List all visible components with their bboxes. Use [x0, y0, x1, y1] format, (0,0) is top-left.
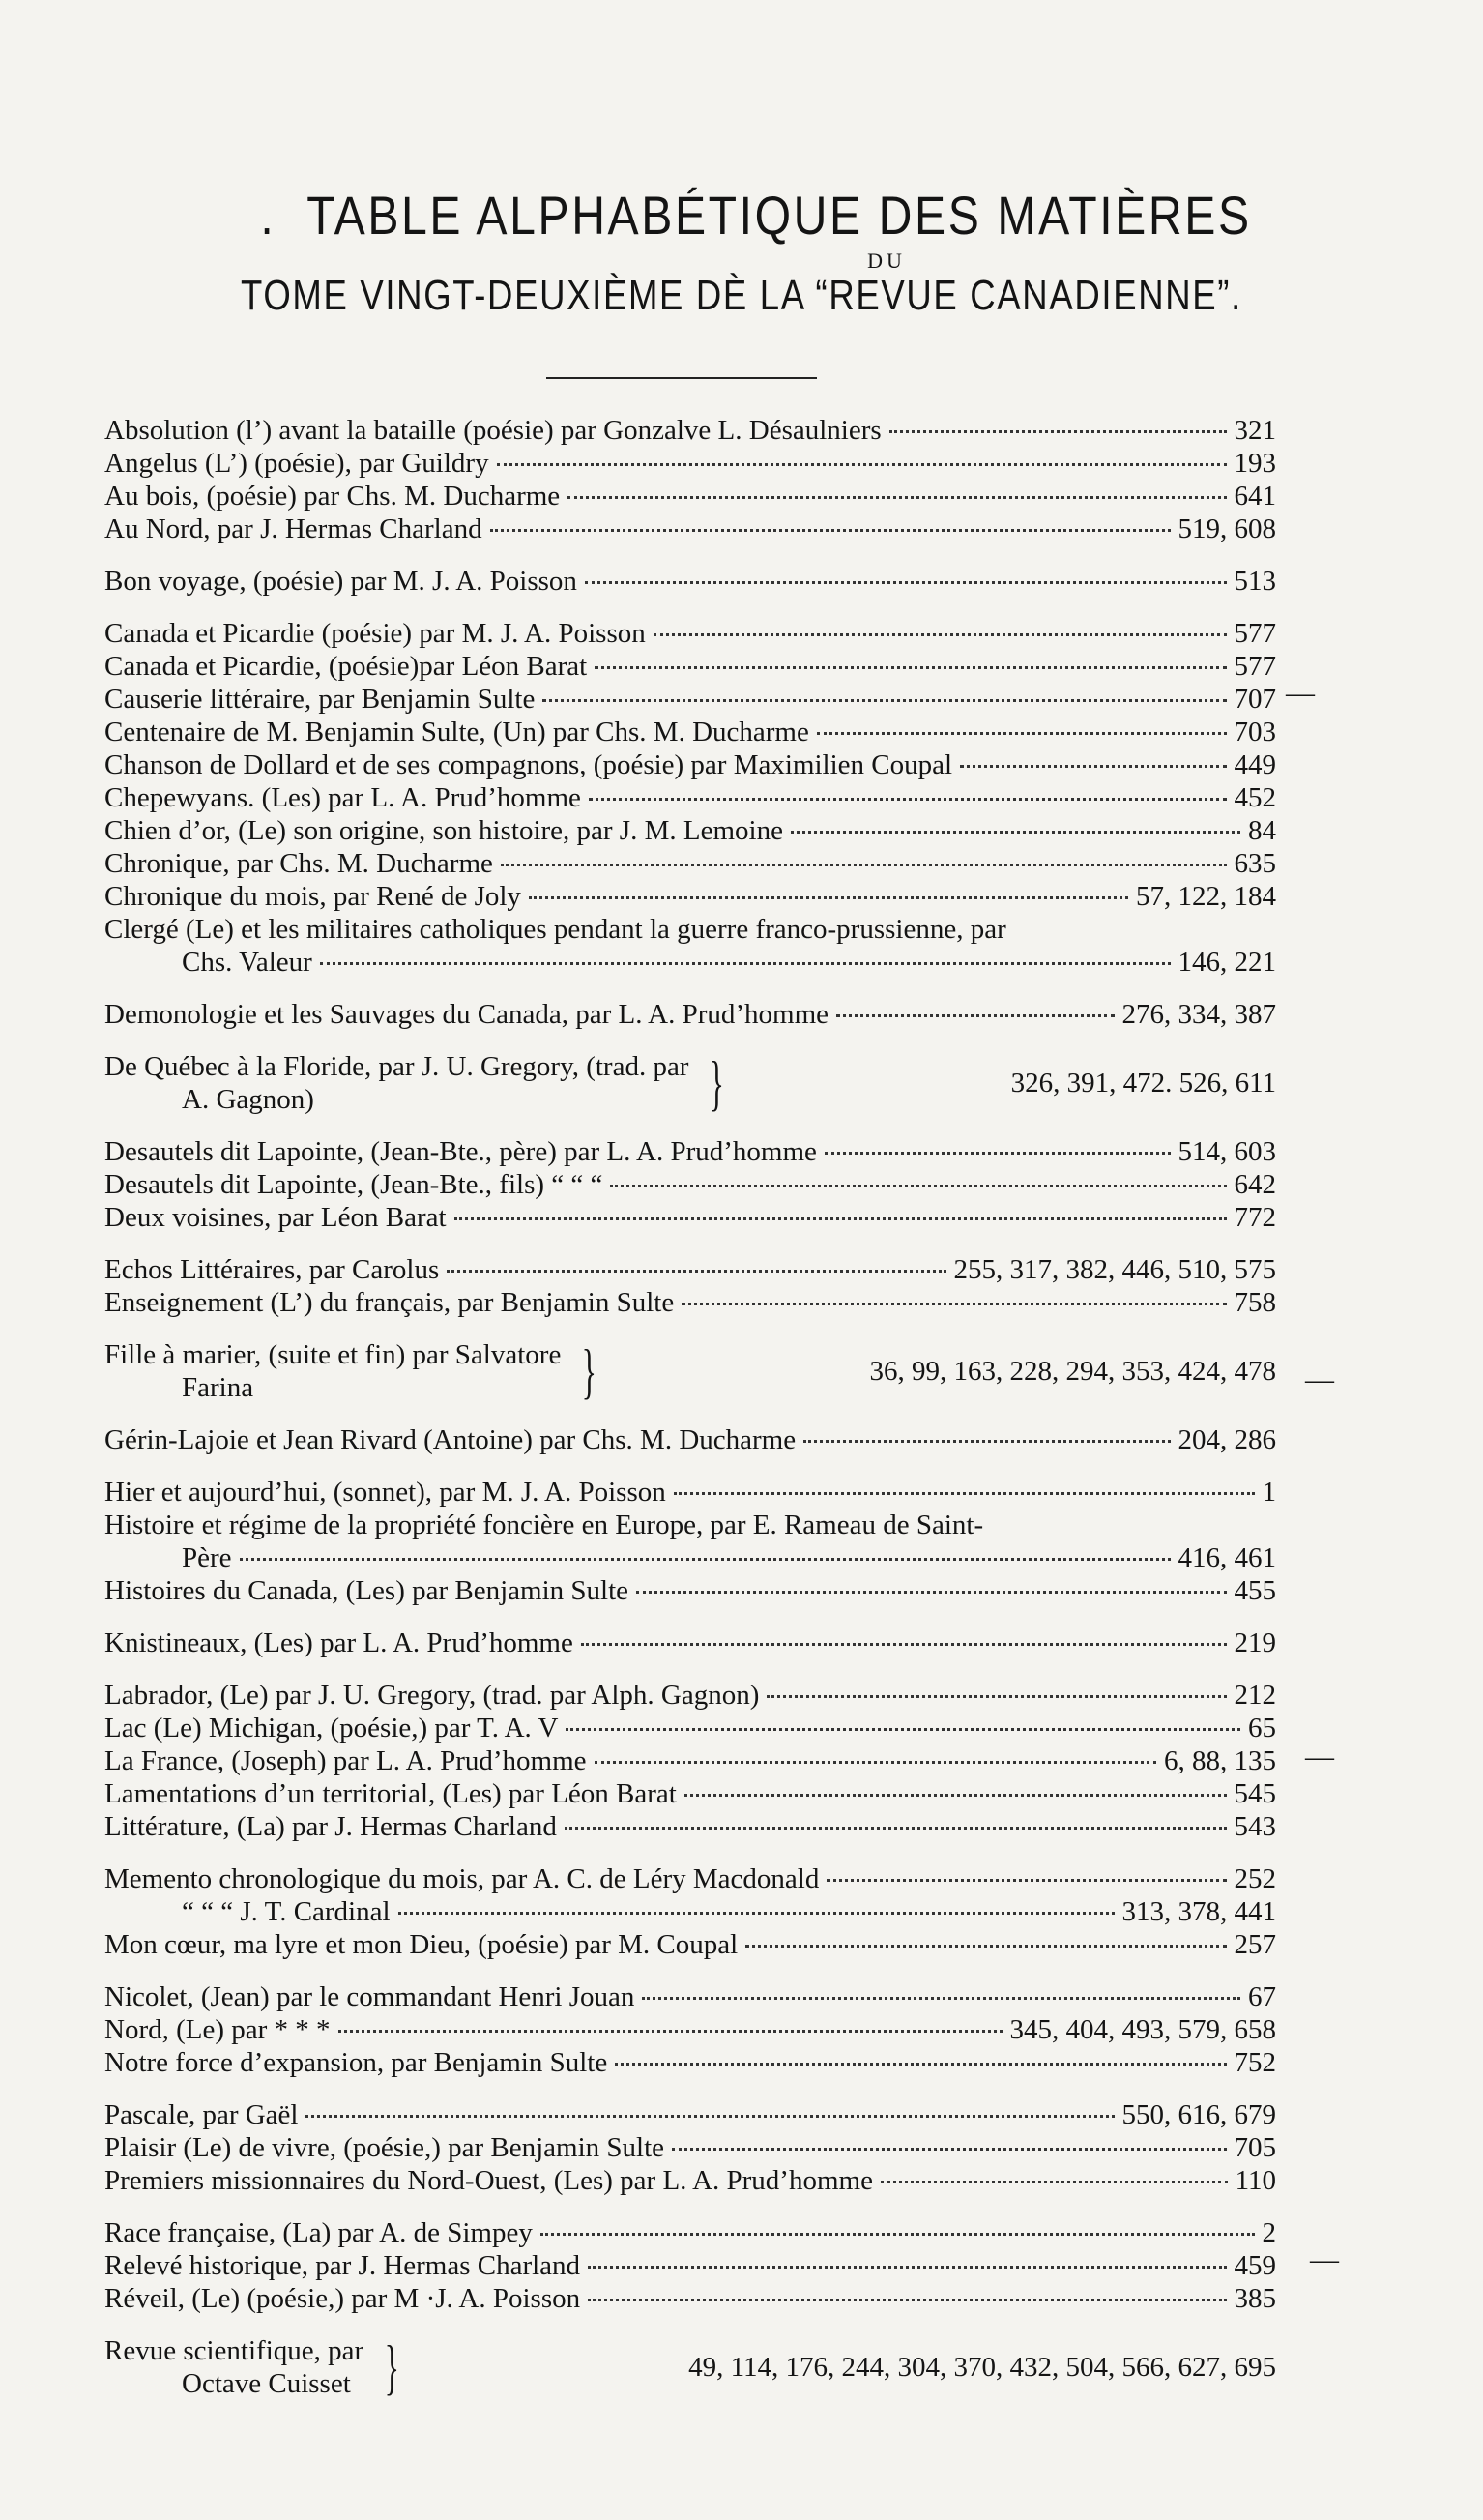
- toc-entry-title: Chs. Valeur: [182, 947, 312, 978]
- toc-entry-title: Octave Cuisset: [182, 2368, 351, 2399]
- toc-entry-pages: 49, 114, 176, 244, 304, 370, 432, 504, 566, 627, 695: [688, 2351, 1276, 2383]
- title-prefix: .: [260, 185, 276, 246]
- toc-entry-title: Fille à marier, (suite et fin) par Salvatore: [104, 1339, 562, 1370]
- toc-entry-title: Plaisir (Le) de vivre, (poésie,) par Benjamin Sulte: [104, 2132, 665, 2163]
- toc-entry-pages: 545: [1234, 1778, 1276, 1809]
- toc-entry-title: “ “ “ J. T. Cardinal: [182, 1896, 391, 1927]
- dot-leader: [803, 1440, 1170, 1443]
- toc-entry: [104, 650, 1276, 683]
- toc-entry-title: Desautels dit Lapointe, (Jean-Bte., père) par L. A. Prud’homme: [104, 1136, 817, 1167]
- dot-leader: [827, 1879, 1226, 1882]
- toc-entry-pages: 452: [1234, 782, 1276, 813]
- dot-leader: [585, 581, 1227, 584]
- toc-entry-title: Hier et aujourd’hui, (sonnet), par M. J. A. Poisson: [104, 1477, 666, 1508]
- toc-entry-title: Nord, (Le) par * * *: [104, 2014, 331, 2045]
- toc-entry: [104, 2164, 1276, 2197]
- toc-entry-pages: 36, 99, 163, 228, 294, 353, 424, 478: [869, 1355, 1276, 1387]
- toc-entry-pages: 252: [1234, 1863, 1276, 1894]
- toc-entry-title: Chepewyans. (Les) par L. A. Prud’homme: [104, 782, 581, 813]
- toc-entry: [104, 716, 1276, 748]
- toc-entry-pages: 146, 221: [1178, 947, 1276, 978]
- toc-group: [104, 2334, 1276, 2400]
- dot-leader: [581, 1643, 1227, 1646]
- dot-leader: [501, 864, 1227, 866]
- toc-group: [104, 617, 1276, 979]
- toc-entry: [104, 414, 1276, 447]
- toc-entry: [104, 1574, 1276, 1607]
- toc-entry: [104, 2131, 1276, 2164]
- title-line-1: [131, 184, 1381, 247]
- dot-leader: [320, 962, 1171, 965]
- dot-leader: [589, 798, 1227, 801]
- toc-group: [104, 1679, 1276, 1843]
- dot-leader: [588, 2299, 1226, 2301]
- toc-entry-pages: 6, 88, 135: [1164, 1745, 1276, 1776]
- toc-entry-pages: 84: [1248, 815, 1276, 846]
- toc-entry: [104, 1862, 1276, 1895]
- toc-group: [104, 414, 1276, 545]
- toc-entry-pages: 110: [1235, 2165, 1276, 2196]
- toc-entry-title: Réveil, (Le) (poésie,) par M ·J. A. Poisson: [104, 2283, 581, 2314]
- toc-entry: [104, 447, 1276, 480]
- toc-entry-title: Histoires du Canada, (Les) par Benjamin Sulte: [104, 1575, 629, 1606]
- toc-entry-title: Lac (Le) Michigan, (poésie,) par T. A. V: [104, 1713, 559, 1743]
- dot-leader: [642, 1997, 1240, 2000]
- toc-entry: [104, 513, 1276, 545]
- toc-entry-pages: 313, 378, 441: [1121, 1896, 1276, 1927]
- toc-entry: [104, 1253, 1276, 1286]
- toc-entry-title: Lamentations d’un territorial, (Les) par Léon Barat: [104, 1778, 677, 1809]
- toc-entry: [104, 683, 1276, 716]
- toc-entry-pages: 385: [1234, 2283, 1276, 2314]
- toc-entry-pages: 459: [1234, 2250, 1276, 2281]
- dot-leader: [817, 732, 1227, 735]
- toc-entry-title: Au bois, (poésie) par Chs. M. Ducharme: [104, 481, 561, 512]
- header-rule: [546, 377, 817, 379]
- toc-entry: [104, 1201, 1276, 1234]
- toc-entry: [104, 1286, 1276, 1319]
- toc-entry-title: Chronique du mois, par René de Joly: [104, 881, 521, 912]
- dot-leader: [497, 463, 1227, 466]
- toc-entry: [104, 617, 1276, 650]
- dot-leader: [542, 699, 1226, 702]
- toc-entry-braced: [104, 1338, 1276, 1404]
- toc-entry-pages: 416, 461: [1178, 1542, 1276, 1573]
- toc-entry-pages: 543: [1234, 1811, 1276, 1842]
- dot-leader: [672, 2148, 1226, 2151]
- dot-leader: [305, 2115, 1114, 2118]
- toc-entry-title: Race française, (La) par A. de Simpey: [104, 2217, 533, 2248]
- toc-entry-braced: [104, 2334, 1276, 2400]
- toc-entry: [104, 1541, 1276, 1574]
- toc-entry-pages: 276, 334, 387: [1121, 999, 1276, 1030]
- toc-entry: [104, 2013, 1276, 2046]
- toc-entry-braced: [104, 1050, 1276, 1116]
- toc-entry-title: Canada et Picardie, (poésie)par Léon Barat: [104, 651, 588, 682]
- toc-entry-title: Bon voyage, (poésie) par M. J. A. Poisson: [104, 566, 577, 597]
- toc-entry: [104, 1980, 1276, 2013]
- toc-entry-title: Knistineaux, (Les) par L. A. Prud’homme: [104, 1627, 573, 1658]
- toc-entry-pages: 255, 317, 382, 446, 510, 575: [953, 1254, 1276, 1285]
- toc-entry-title: Revue scientifique, par: [104, 2335, 364, 2366]
- dot-leader: [767, 1695, 1226, 1698]
- toc-entry-pages: 193: [1234, 448, 1276, 479]
- toc-entry-title: Chanson de Dollard et de ses compagnons, (poésie) par Maximilien Coupal: [104, 749, 953, 780]
- toc-entry-pages: 703: [1234, 717, 1276, 747]
- toc-entry: [104, 2098, 1276, 2131]
- toc-entry: [104, 1626, 1276, 1659]
- toc-entry: [104, 1168, 1276, 1201]
- toc-entry-title: Pascale, par Gaël: [104, 2099, 299, 2130]
- toc-group: [104, 998, 1276, 1031]
- toc-entry-pages: 67: [1248, 1981, 1276, 2012]
- toc-group: [104, 2216, 1276, 2315]
- toc-entry-pages: 321: [1234, 415, 1276, 446]
- toc-entry: [104, 946, 1276, 979]
- toc-entry-title: Père: [182, 1542, 232, 1573]
- dot-leader: [745, 1945, 1226, 1948]
- toc-entry: [104, 880, 1276, 913]
- title-line-2: TOME VINGT-DEUXIÈME DÈ LA “REVUE CANADIENNE”.: [241, 272, 1242, 319]
- toc-entry-title: Premiers missionnaires du Nord-Ouest, (Les) par L. A. Prud’homme: [104, 2165, 873, 2196]
- margin-mark: —: [1305, 1741, 1334, 1773]
- toc-entry: [104, 2282, 1276, 2315]
- title-main: TABLE ALPHABÉTIQUE DES MATIÈRES: [306, 185, 1252, 246]
- dot-leader: [588, 2266, 1226, 2269]
- toc-entry-pages: 707: [1234, 684, 1276, 715]
- toc-entry-pages: 2: [1262, 2217, 1276, 2248]
- toc-entry-pages: 641: [1234, 481, 1276, 512]
- toc-entry-pages: 1: [1262, 1477, 1276, 1508]
- margin-mark: —: [1305, 1363, 1334, 1395]
- toc-entry-pages: 519, 608: [1178, 513, 1276, 544]
- toc-entry-title: Gérin-Lajoie et Jean Rivard (Antoine) par Chs. M. Ducharme: [104, 1424, 797, 1455]
- toc-group: [104, 1135, 1276, 1234]
- dot-leader: [566, 1728, 1240, 1731]
- toc-entry-title: Demonologie et les Sauvages du Canada, par L. A. Prud’homme: [104, 999, 829, 1030]
- toc-group: [104, 2098, 1276, 2197]
- toc-entry-pages: 514, 603: [1178, 1136, 1276, 1167]
- toc-entry: [104, 2046, 1276, 2079]
- toc-entry: [104, 1810, 1276, 1843]
- toc-entry-pages: 550, 616, 679: [1121, 2099, 1276, 2130]
- toc-entry-pages: 57, 122, 184: [1136, 881, 1276, 912]
- toc-entry-pages: 326, 391, 472. 526, 611: [1010, 1067, 1276, 1099]
- toc-entry-title: Angelus (L’) (poésie), par Guildry: [104, 448, 489, 479]
- dot-leader: [636, 1591, 1226, 1594]
- toc-entry-pages: 705: [1234, 2132, 1276, 2163]
- toc-entry: [104, 2249, 1276, 2282]
- toc-group: [104, 565, 1276, 598]
- toc-entry-title: Mon cœur, ma lyre et mon Dieu, (poésie) par M. Coupal: [104, 1929, 739, 1960]
- toc-group: [104, 1476, 1276, 1607]
- toc-entry: [104, 814, 1276, 847]
- dot-leader: [490, 529, 1171, 532]
- toc-entry-title: Echos Littéraires, par Carolus: [104, 1254, 440, 1285]
- toc-entry-title: Centenaire de M. Benjamin Sulte, (Un) par Chs. M. Ducharme: [104, 717, 809, 747]
- toc-entry-pages: 345, 404, 493, 579, 658: [1009, 2014, 1276, 2045]
- dot-leader: [615, 2063, 1226, 2066]
- dot-leader: [540, 2233, 1255, 2236]
- toc-entry: [104, 1509, 1276, 1541]
- toc-entry-title: Nicolet, (Jean) par le commandant Henri Jouan: [104, 1981, 635, 2012]
- toc-entry: [104, 913, 1276, 946]
- brace-glyph: }: [710, 1048, 725, 1117]
- dot-leader: [610, 1185, 1226, 1187]
- toc-entry: [104, 781, 1276, 814]
- toc-entry: [104, 1679, 1276, 1712]
- toc-entry-title: Deux voisines, par Léon Barat: [104, 1202, 447, 1233]
- toc-entry-title: Chien d’or, (Le) son origine, son histoire, par J. M. Lemoine: [104, 815, 783, 846]
- toc-entry: [104, 1135, 1276, 1168]
- dot-leader: [791, 831, 1240, 834]
- toc-entry-title: Farina: [182, 1372, 254, 1403]
- toc-entry-pages: 635: [1234, 848, 1276, 879]
- toc-entry-title: Labrador, (Le) par J. U. Gregory, (trad. par Alph. Gagnon): [104, 1680, 760, 1711]
- toc-entry-title: La France, (Joseph) par L. A. Prud’homme: [104, 1745, 587, 1776]
- toc-entry-pages: 772: [1234, 1202, 1276, 1233]
- dot-leader: [398, 1912, 1115, 1915]
- toc-entry-pages: 219: [1234, 1627, 1276, 1658]
- toc-entry: [104, 480, 1276, 513]
- dot-leader: [240, 1558, 1171, 1561]
- toc-entry-pages: 513: [1234, 566, 1276, 597]
- toc-entry-pages: 642: [1234, 1169, 1276, 1200]
- dot-leader: [595, 666, 1226, 669]
- margin-mark: —: [1286, 677, 1315, 709]
- title-du: DU: [867, 249, 906, 273]
- dot-leader: [825, 1152, 1171, 1155]
- dot-leader: [454, 1217, 1227, 1220]
- toc-entry: [104, 1476, 1276, 1509]
- toc-entry-title: Littérature, (La) par J. Hermas Charland: [104, 1811, 557, 1842]
- toc-entry-pages: 65: [1248, 1713, 1276, 1743]
- toc-entry: [104, 1744, 1276, 1777]
- dot-leader: [960, 765, 1226, 768]
- dot-leader: [567, 496, 1226, 499]
- toc-entry: [104, 1777, 1276, 1810]
- toc-entry-title: Absolution (l’) avant la bataille (poésie) par Gonzalve L. Désaulniers: [104, 415, 882, 446]
- page-header: [0, 184, 1483, 320]
- toc-entry-pages: 455: [1234, 1575, 1276, 1606]
- toc-entry-pages: 212: [1234, 1680, 1276, 1711]
- toc-entry: [104, 847, 1276, 880]
- toc-entry-title: Relevé historique, par J. Hermas Charland: [104, 2250, 581, 2281]
- toc-entry-title: A. Gagnon): [182, 1084, 314, 1115]
- toc-entry-title: Clergé (Le) et les militaires catholiques pendant la guerre franco-prussienne, par: [104, 914, 1006, 945]
- toc-entry-title: Causerie littéraire, par Benjamin Sulte: [104, 684, 536, 715]
- toc-entry-pages: 577: [1234, 618, 1276, 649]
- dot-leader: [447, 1270, 945, 1273]
- dot-leader: [529, 896, 1128, 899]
- toc-entry-title: Memento chronologique du mois, par A. C. de Léry Macdonald: [104, 1863, 820, 1894]
- toc-group: [104, 1338, 1276, 1404]
- toc-group: [104, 1862, 1276, 1961]
- margin-mark: —: [1310, 2243, 1339, 2275]
- toc-entry-pages: 257: [1234, 1929, 1276, 1960]
- toc-entry: [104, 2216, 1276, 2249]
- dot-leader: [654, 633, 1227, 636]
- toc-entry: [104, 565, 1276, 598]
- toc-entry-pages: 204, 286: [1178, 1424, 1276, 1455]
- dot-leader: [682, 1303, 1226, 1305]
- toc-group: [104, 1423, 1276, 1456]
- toc-entry-title: Canada et Picardie (poésie) par M. J. A. Poisson: [104, 618, 646, 649]
- toc-entry: [104, 748, 1276, 781]
- dot-leader: [338, 2030, 1003, 2033]
- toc-entry-title: Enseignement (L’) du français, par Benjamin Sulte: [104, 1287, 675, 1318]
- brace-glyph: }: [384, 2332, 400, 2401]
- toc-entry: [104, 1928, 1276, 1961]
- toc-entry-pages: 577: [1234, 651, 1276, 682]
- toc-entry-pages: 752: [1234, 2047, 1276, 2078]
- dot-leader: [889, 430, 1227, 433]
- toc-entry-title: Histoire et régime de la propriété foncière en Europe, par E. Rameau de Saint-: [104, 1509, 984, 1540]
- dot-leader: [565, 1827, 1227, 1830]
- toc-entry-title: Au Nord, par J. Hermas Charland: [104, 513, 482, 544]
- toc-entry: [104, 998, 1276, 1031]
- toc-group: [104, 1626, 1276, 1659]
- toc-group: [104, 1980, 1276, 2079]
- toc-entry: [104, 1712, 1276, 1744]
- toc-entry: [104, 1423, 1276, 1456]
- brace-glyph: }: [582, 1336, 597, 1405]
- toc-entry-pages: 758: [1234, 1287, 1276, 1318]
- dot-leader: [836, 1014, 1114, 1017]
- dot-leader: [674, 1492, 1255, 1495]
- dot-leader: [684, 1794, 1227, 1797]
- toc-entry: [104, 1895, 1276, 1928]
- dot-leader: [881, 2181, 1228, 2183]
- toc-group: [104, 1253, 1276, 1319]
- toc-entry-pages: 449: [1234, 749, 1276, 780]
- toc-group: [104, 1050, 1276, 1116]
- toc-entry-title: Notre force d’expansion, par Benjamin Sulte: [104, 2047, 608, 2078]
- table-of-contents: [104, 414, 1276, 2419]
- toc-entry-title: De Québec à la Floride, par J. U. Gregory, (trad. par: [104, 1051, 689, 1082]
- toc-entry-title: Desautels dit Lapointe, (Jean-Bte., fils) “ “ “: [104, 1169, 603, 1200]
- toc-entry-title: Chronique, par Chs. M. Ducharme: [104, 848, 493, 879]
- dot-leader: [595, 1761, 1156, 1764]
